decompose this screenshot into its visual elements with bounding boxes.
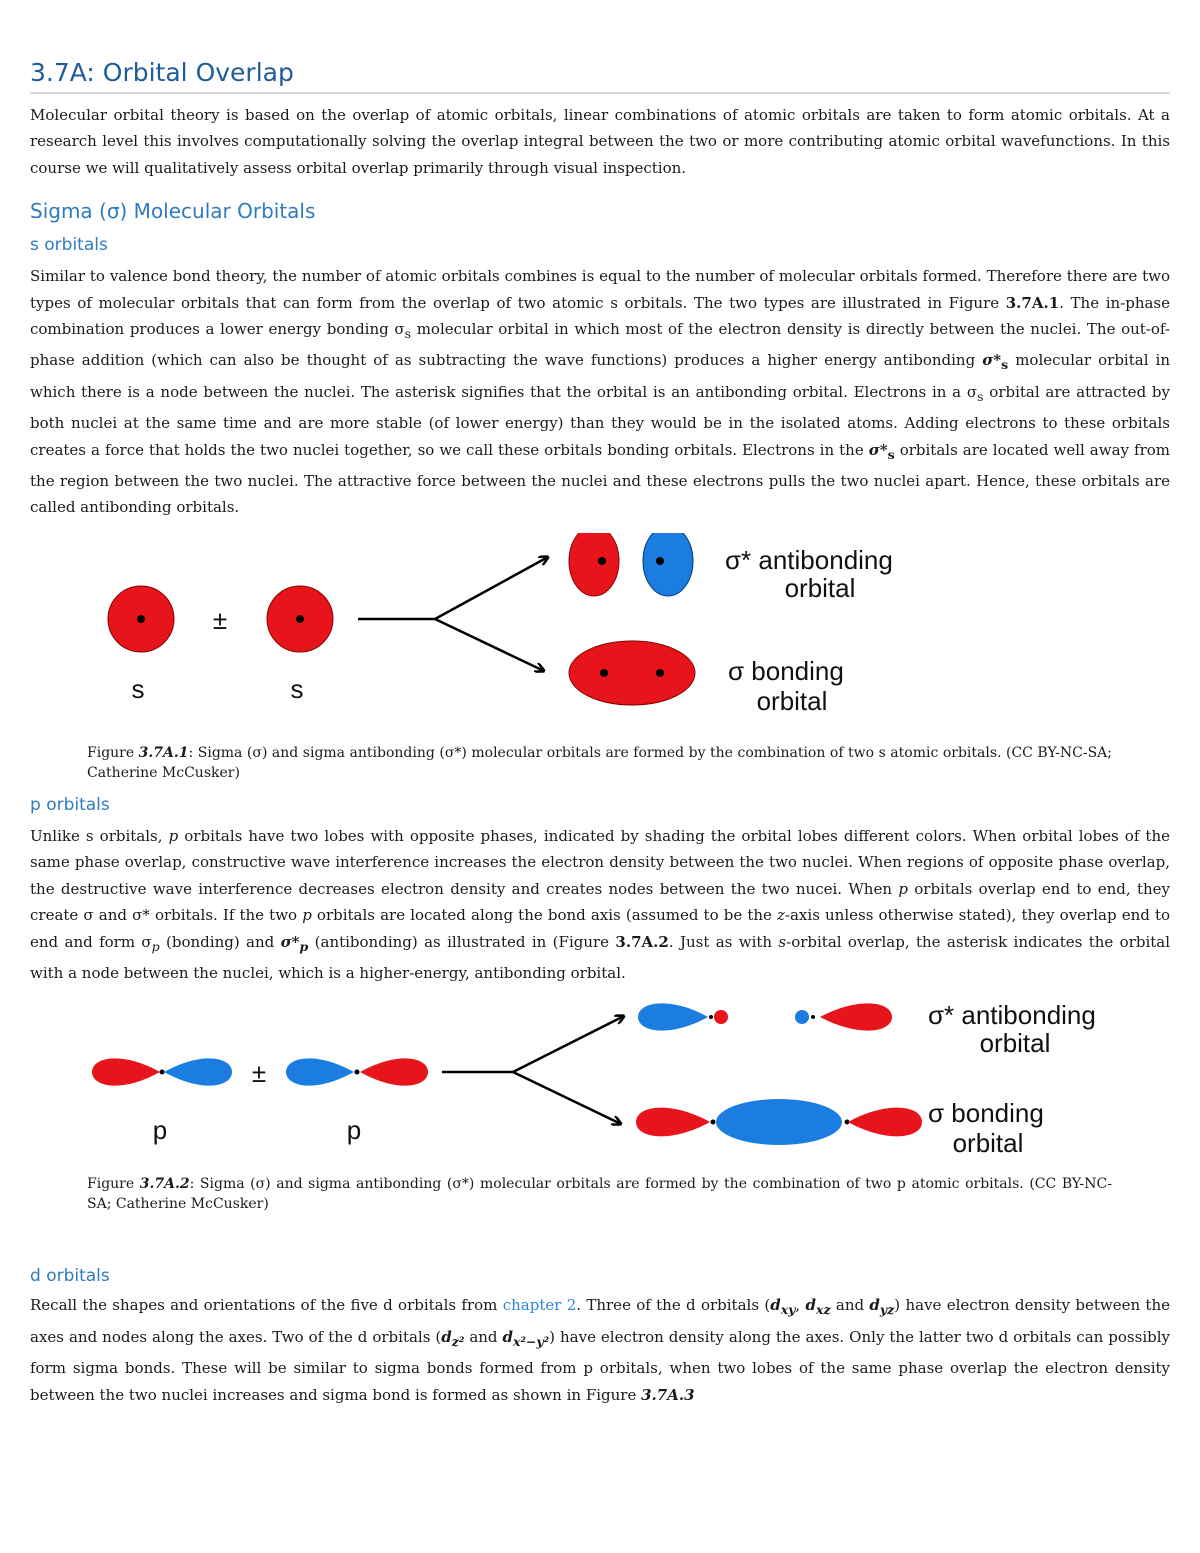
p-orbitals-paragraph: Unlike s orbitals, p orbitals have two lobes with opposite phases, indicated by shading the orbital lobes different colors. When orbital lobes of the same phase overlap, constructive wave interference increases the electron density between the two nuclei. When regions of opposite phase overlap, the destructive wave interference decreases electron density and creates nodes between the two nucei. When p orbitals overlap end to end, they create σ and σ* orbitals. If the two p orbitals are located along the bond axis (assumed to be the z-axis unless otherwise stated), they overlap end to end and form $\sigma_p$ (bonding) and $\sigma*_p$ (antibonding) as illustrated in (Figure 3.7A.2. Just as with s-orbital overlap, the asterisk indicates the orbital with a node between the nuclei, which is a higher-energy, antibonding orbital. xyxy=(30,826,1171,982)
sigma-s-orbital xyxy=(569,641,695,705)
figure-s-orbital-overlap xyxy=(30,533,1170,743)
antibonding-orbital-label: orbital xyxy=(979,1028,1051,1059)
p-orbitals-heading: p orbitals xyxy=(30,794,110,815)
s-label-left: s xyxy=(131,673,145,704)
p-label-left: p xyxy=(152,1115,168,1146)
figure2-caption: Figure 3.7A.2: Sigma (σ) and sigma antibonding (σ*) molecular orbitals are formed by the combination of two p atomic orbitals. (CC BY-NC-SA; Catherine McCusker) xyxy=(87,1176,1112,1213)
p-orbital-left xyxy=(92,1059,232,1086)
sigma-star-s-orbital xyxy=(569,533,693,596)
reaction-arrows xyxy=(358,557,548,671)
chapter-2-link[interactable]: chapter 2 xyxy=(502,1296,577,1315)
figure-p-orbital-overlap xyxy=(30,994,1170,1174)
sigma-p-orbital xyxy=(636,1099,922,1145)
figure-ref[interactable]: 3.7A.1 xyxy=(1005,293,1060,312)
sigma-star-p-orbital xyxy=(638,1004,892,1031)
bonding-orbital-label: orbital xyxy=(952,1128,1024,1159)
page-content xyxy=(30,50,1170,1408)
d-orbitals-paragraph: Recall the shapes and orientations of the five d orbitals from chapter 2. Three of the d orbitals ($d_{xy}$, $d_{xz}$ and $d_{yz}$) have electron density between the axes and nodes along the axes. Two of the d orbitals ($d_{z^2}$ and $d_{x^2-y^2}$) have electron density along the axes. Only the latter two d orbitals can possibly form sigma bonds. These will be similar to sigma bonds formed from p orbitals, when two lobes of the same phase overlap the electron density between the two nuclei increases and sigma bond is formed as shown in Figure 3.7A.3 xyxy=(30,1296,1170,1404)
p-orbital-right xyxy=(286,1059,428,1086)
s-label-right: s xyxy=(290,673,304,704)
p-label-right: p xyxy=(346,1115,362,1146)
intro-paragraph: Molecular orbital theory is based on the overlap of atomic orbitals, linear combinations of atomic orbitals are taken to form atomic orbitals. At a research level this involves computationally solving the overlap integral between the two or more contributing atomic orbital wavefunctions. In this course we will qualitatively assess orbital overlap primarily through visual inspection. xyxy=(30,106,1170,177)
bonding-label: σ bonding xyxy=(928,1098,1044,1129)
bonding-label: σ bonding xyxy=(728,655,844,686)
antibonding-label: σ* antibonding xyxy=(928,1000,1096,1031)
figure-ref[interactable]: 3.7A.2 xyxy=(615,932,669,951)
plus-minus-sign: ± xyxy=(212,604,228,635)
figure-ref[interactable]: 3.7A.3 xyxy=(641,1385,695,1404)
page-title: 3.7A: Orbital Overlap xyxy=(30,58,1170,94)
antibonding-orbital-label: orbital xyxy=(784,572,856,603)
s-orbitals-heading: s orbitals xyxy=(30,235,108,256)
s-orbital-left xyxy=(108,586,174,652)
sigma-section-heading: Sigma (σ) Molecular Orbitals xyxy=(30,199,316,224)
bonding-orbital-label: orbital xyxy=(756,685,828,716)
s-orbital-right xyxy=(267,586,333,652)
d-orbitals-heading: d orbitals xyxy=(30,1266,110,1287)
antibonding-label: σ* antibonding xyxy=(725,544,893,575)
figure1-caption: Figure 3.7A.1: Sigma (σ) and sigma antibonding (σ*) molecular orbitals are formed by the combination of two s atomic orbitals. (CC BY-NC-SA; Catherine McCusker) xyxy=(87,744,1112,781)
plus-minus-sign: ± xyxy=(251,1058,267,1089)
reaction-arrows xyxy=(442,1016,624,1124)
s-orbitals-paragraph: Similar to valence bond theory, the number of atomic orbitals combines is equal to the number of molecular orbitals formed. Therefore there are two types of molecular orbitals that can form from the overlap of two atomic s orbitals. The two types are illustrated in Figure 3.7A.1. The in-phase combination produces a lower energy bonding $\sigma_s$ molecular orbital in which most of the electron density is directly between the nuclei. The out-of-phase addition (which can also be thought of as subtracting the wave functions) produces a higher energy antibonding $\sigma*_s$ molecular orbital in which there is a node between the nuclei. The asterisk signifies that the orbital is an antibonding orbital. Electrons in a $\sigma_s$ orbital are attracted by both nuclei at the same time and are more stable (of lower energy) than they would be in the isolated atoms. Adding electrons to these orbitals creates a force that holds the two nuclei together, so we call these orbitals bonding orbitals. Electrons in the $\sigma*_s$ orbitals are located well away from the region between the two nuclei. The attractive force between the nuclei and these electrons pulls the two nuclei apart. Hence, these orbitals are called antibonding orbitals. xyxy=(30,267,1171,517)
